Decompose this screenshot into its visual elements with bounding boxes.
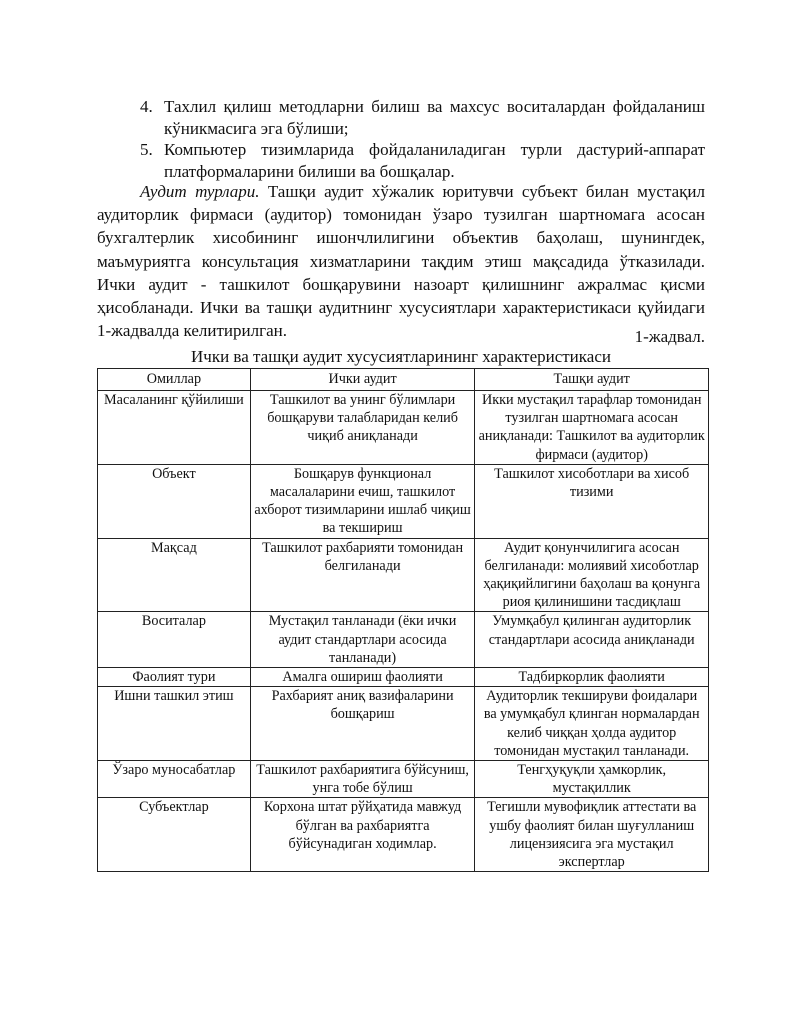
- audit-comparison-table: [97, 368, 709, 872]
- row-external-cell: Ташкилот хисоботлари ва хисоб тизими: [475, 464, 709, 538]
- row-factor-cell: Фаолият тури: [98, 668, 251, 687]
- row-external-cell: Икки мустақил тарафлар томонидан тузилган шартномага асосан аниқланади: Ташкилот ва аудиторлик фирмаси (аудитор): [475, 391, 709, 465]
- table-row: [98, 538, 709, 612]
- table-row: [98, 391, 709, 465]
- row-internal-cell: Ташкилот рахбарияти томонидан белгиланади: [250, 538, 475, 612]
- row-external-cell: Тенгҳуқуқли ҳамкорлик, мустақиллик: [475, 761, 709, 798]
- row-internal-cell: Амалга ошириш фаолияти: [250, 668, 475, 687]
- row-external-cell: Тадбиркорлик фаолияти: [475, 668, 709, 687]
- list-item-text: Тахлил қилиш методларни билиш ва махсус воситалардан фойдаланиш кўникмасига эга бўлиши;: [164, 97, 705, 138]
- list-item: [140, 139, 705, 183]
- list-item-number: 4.: [140, 97, 153, 116]
- row-internal-cell: Мустақил танланади (ёки ички аудит стандартлари асосида танланади): [250, 612, 475, 668]
- table-row: [98, 761, 709, 798]
- row-external-cell: Умумқабул қилинган аудиторлик стандартлари асосида аниқланади: [475, 612, 709, 668]
- body-paragraph: [97, 180, 705, 342]
- row-factor-cell: Ўзаро муносабатлар: [98, 761, 251, 798]
- table-header-row: [98, 369, 709, 391]
- row-internal-cell: Бошқарув функционал масалаларини ечиш, ташкилот ахборот тизимларини ишлаб чиқиш ва текшириш: [250, 464, 475, 538]
- table-number: 1-жадвал.: [634, 327, 705, 346]
- row-factor-cell: Объект: [98, 464, 251, 538]
- header-factors: Омиллар: [98, 369, 251, 391]
- row-external-cell: Аудит қонунчилигига асосан белгиланади: молиявий хисоботлар ҳақиқийлигини баҳолаш ва қонунга риоя қилинишини тасдиқлаш: [475, 538, 709, 612]
- list-item-number: 5.: [140, 140, 153, 159]
- paragraph-lead: Аудит турлари.: [140, 182, 260, 201]
- table-row: [98, 668, 709, 687]
- table-row: [98, 612, 709, 668]
- header-internal-audit: Ички аудит: [250, 369, 475, 391]
- row-factor-cell: Ишни ташкил этиш: [98, 687, 251, 761]
- row-factor-cell: Мақсад: [98, 538, 251, 612]
- row-factor-cell: Масаланинг қўйилиши: [98, 391, 251, 465]
- row-internal-cell: Корхона штат рўйҳатида мавжуд бўлган ва рахбариятга бўйсунадиган ходимлар.: [250, 798, 475, 872]
- row-factor-cell: Воситалар: [98, 612, 251, 668]
- table-row: [98, 798, 709, 872]
- row-external-cell: Тегишли мувофиқлик аттестати ва ушбу фаолият билан шуғулланиш лицензиясига эга мустақил экспертлар: [475, 798, 709, 872]
- paragraph-text: Ташқи аудит хўжалик юритувчи субъект билан мустақил аудиторлик фирмаси (аудитор) томонидан ўзаро тузилган шартномага асосан бухгалтерлик хисобининг ишончлилигини объектив баҳолаш, шунингдек, маъмуриятга консультация хизматларини тақдим этиш мақсадида ўтказилади. Ички аудит - ташкилот бошқарувини назоарт қилишнинг ажралмас қисми ҳисобланади. Ички ва ташқи аудитнинг хусусиятлари характеристикаси қуйидаги 1-жадвалда келитирилган.: [97, 182, 705, 341]
- row-factor-cell: Субъектлар: [98, 798, 251, 872]
- table-row: [98, 464, 709, 538]
- row-external-cell: Аудиторлик текшируви фоидалари ва умумқабул қлинган нормалардан келиб чиққан ҳолда аудитор томонидан мустақил танланади.: [475, 687, 709, 761]
- table-row: [98, 687, 709, 761]
- row-internal-cell: Ташкилот ва унинг бўлимлари бошқаруви талабларидан келиб чиқиб аниқланади: [250, 391, 475, 465]
- list-item-text: Компьютер тизимларида фойдаланиладиган турли дастурий-аппарат платформаларини билиши ва бошқалар.: [164, 140, 705, 181]
- table-title: Ички ва ташқи аудит хусусиятларининг характеристикаси: [191, 347, 611, 366]
- header-external-audit: Ташқи аудит: [475, 369, 709, 391]
- list-item: [140, 96, 705, 140]
- row-internal-cell: Ташкилот рахбариятига бўйсуниш, унга тобе бўлиш: [250, 761, 475, 798]
- row-internal-cell: Рахбарият аниқ вазифаларини бошқариш: [250, 687, 475, 761]
